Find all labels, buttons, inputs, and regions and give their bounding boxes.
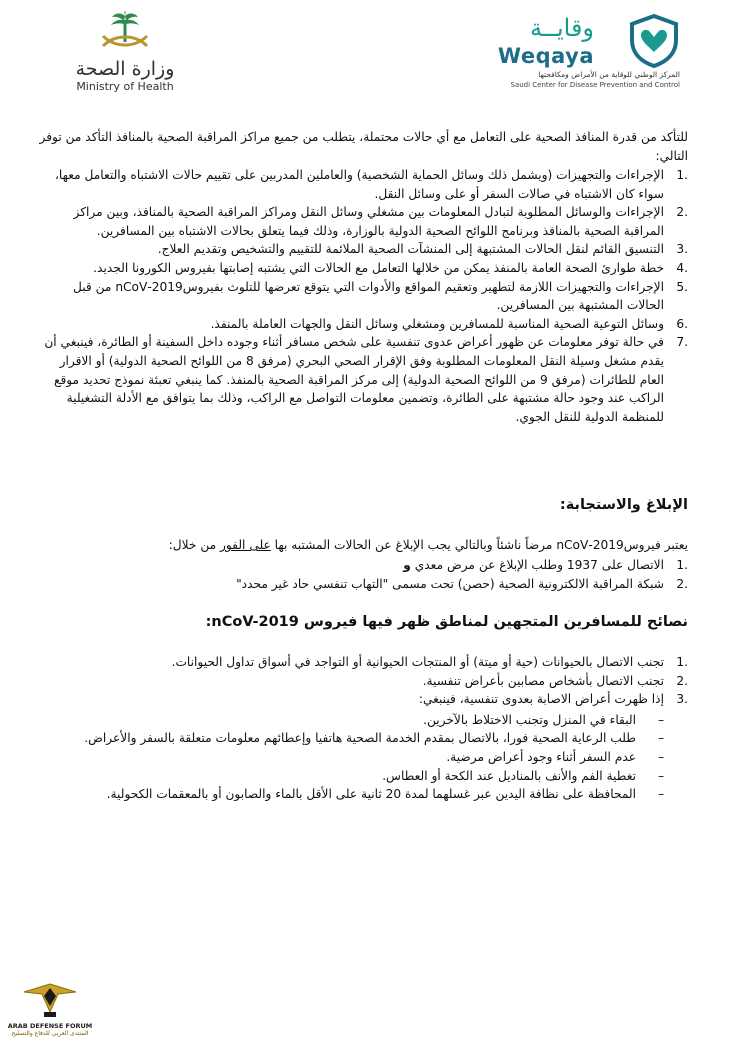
list-item-number: 4. — [676, 260, 688, 275]
list-item-text: التنسيق القائم لنقل الحالات المشتبهة إلى المنشآت الصحية الملائمة للتقييم والتشخيص وتقديم العلاج. — [157, 242, 664, 257]
list-item-number: 6. — [676, 316, 688, 331]
requirement-item — [38, 203, 688, 240]
weqaya-name-ar: وقايــة — [530, 14, 594, 42]
moh-name-en: Ministry of Health — [76, 80, 174, 93]
list-item-number: 7. — [676, 335, 688, 350]
requirement-item — [38, 278, 688, 315]
list-item-number: 2. — [676, 673, 688, 688]
list-item-number: 1. — [676, 168, 688, 182]
weqaya-name-en: Weqaya — [497, 44, 594, 68]
reporting-item — [38, 556, 688, 575]
requirement-item — [38, 259, 688, 278]
dash-bullet: – — [657, 749, 665, 764]
list-item-text: وسائل التوعية الصحية المناسبة للمسافرين ومشغلي وسائل النقل والجهات العاملة بالمنفذ. — [210, 316, 664, 331]
reporting-intro-before: يعتبر فيروس2019-nCoV مرضاً ناشئاً وبالتالي يجب الإبلاغ عن الحالات المشتبه بها — [270, 538, 688, 552]
forum-name-en: ARAB DEFENSE FORUM — [7, 1022, 93, 1030]
requirement-item — [38, 333, 688, 426]
list-item-number: 5. — [676, 279, 688, 294]
advice-sub-item — [38, 767, 688, 786]
list-item-number: 3. — [676, 692, 688, 707]
eagle-emblem-icon — [20, 978, 80, 1018]
advice-heading: نصائح للمسافرين المتجهين لمناطق ظهر فيها فيروس nCoV-2019: — [205, 614, 688, 630]
requirements-list — [38, 166, 688, 426]
list-item-number: 2. — [676, 576, 688, 591]
moh-logo — [60, 10, 190, 98]
list-item-text: إذا ظهرت أعراض الاصابة بعدوى تنفسية، فينبغي: — [418, 692, 664, 707]
advice-sub-item-text: البقاء في المنزل وتجنب الاختلاط بالآخرين. — [423, 712, 636, 727]
list-item-text: شبكة المراقبة الالكترونية الصحية (حصن) تحت مسمى "التهاب تنفسي حاد غير محدد" — [236, 576, 664, 591]
moh-name-ar: وزارة الصحة — [75, 58, 175, 80]
reporting-item — [38, 575, 688, 594]
advice-sub-item — [38, 729, 688, 748]
list-item-text: الاتصال على 1937 وطلب الإبلاغ عن مرض معدي — [410, 558, 664, 572]
advice-list — [38, 653, 688, 804]
list-item-bold-tail: و — [403, 558, 411, 572]
advice-sub-item-text: المحافظة على نظافة اليدين عبر غسلهما لمدة 20 ثانية على الأقل بالماء والصابون أو بالمعقمات الكحولية. — [106, 787, 636, 802]
advice-item — [38, 653, 688, 672]
list-item-text: تجنب الاتصال بالحيوانات (حية أو ميتة) أو المنتجات الحيوانية أو التواجد في أسواق تداول الحيوانات. — [171, 655, 664, 669]
intro-paragraph: للتأكد من قدرة المنافذ الصحية على التعامل مع أي حالات محتملة، يتطلب من جميع مراكز المراقبة الصحية بالمنافذ التأكد من توفر التالي: — [39, 130, 688, 163]
reporting-intro-after: من خلال: — [168, 538, 220, 552]
reporting-list — [38, 556, 688, 593]
list-item-text: الإجراءات والتجهيزات اللازمة لتطهير وتعقيم المواقع والأدوات التي يتوقع تعرضها للتلوث بفيروس2019-nCoV من قبل الحالات المشتبهة بين المسافرين. — [73, 279, 664, 313]
forum-watermark-logo — [2, 978, 98, 1040]
list-item-number: 1. — [676, 558, 688, 572]
list-item-text: الإجراءات والتجهيزات (ويشمل ذلك وسائل الحماية الشخصية) والعاملين المدربين على تقييم حالات الاشتباه والتعامل معها، سواء كان الاشتباه في صالات السفر أو على وسائل النقل. — [55, 168, 664, 201]
list-item-text: في حالة توفر معلومات عن ظهور أعراض عدوى تنفسية على شخص مسافر أثناء وجوده داخل السفينة أو الطائرة، فينبغي أن يقدم مشغل وسيلة النقل المعلومات المطلوبة وفق الإقرار الصحي البحري (مرفق 8 من اللوائح الصحية الدولية) أو الاقرار العام للطائرات (مرفق 9 من اللوائح الصحية الدولية) إلى مركز المراقبة الصحية بالمنفذ. كما ينبغي تعبئة نموذج تحديد موقع الراكب عند وجود حالة مشتبهة على الطائرة، وتضمين معلومات التواصل مع الراكب، وذلك بما يتوافق مع الأدلة التشغيلية للمنظمة الدولية للنقل الجوي. — [44, 335, 664, 424]
requirement-item — [38, 315, 688, 334]
list-item-number: 3. — [676, 242, 688, 257]
advice-sub-item — [38, 711, 688, 730]
dash-bullet: – — [657, 731, 665, 746]
advice-sub-item — [38, 785, 688, 804]
shield-heart-icon — [628, 14, 680, 68]
dash-bullet: – — [657, 768, 665, 783]
reporting-intro-underlined: على الفور — [220, 538, 271, 552]
forum-name-ar: المنتدى العربي للدفاع والتسليح — [11, 1030, 89, 1037]
advice-item — [38, 690, 688, 709]
list-item-text: خطة طوارئ الصحة العامة بالمنفذ يمكن من خلالها التعامل مع الحالات التي يشتبه إصابتها بفيروس الكورونا الجديد. — [93, 260, 664, 275]
dash-bullet: – — [657, 787, 665, 802]
weqaya-subtitle-ar: المركز الوطني للوقاية من الأمراض ومكافحتها — [538, 70, 680, 79]
list-item-text: تجنب الاتصال بأشخاص مصابين بأعراض تنفسية. — [422, 673, 664, 688]
list-item-number: 1. — [676, 655, 688, 669]
reporting-intro — [38, 536, 688, 555]
weqaya-logo — [460, 14, 680, 90]
dash-bullet: – — [657, 712, 665, 727]
requirement-item — [38, 240, 688, 259]
palm-swords-icon — [93, 10, 157, 56]
requirement-item — [38, 166, 688, 203]
advice-sub-item — [38, 748, 688, 767]
list-item-number: 2. — [676, 205, 688, 220]
weqaya-subtitle-en: Saudi Center for Disease Prevention and Control — [510, 81, 680, 89]
reporting-heading: الإبلاغ والاستجابة: — [559, 497, 688, 513]
advice-sub-item-text: طلب الرعاية الصحية فورا، بالاتصال بمقدم الخدمة الصحية هاتفيا وإعطائهم معلومات متعلقة بالسفر والأعراض. — [84, 731, 636, 746]
advice-sub-item-text: عدم السفر أثناء وجود أعراض مرضية. — [446, 749, 636, 764]
advice-sub-item-text: تغطية الفم والأنف بالمناديل عند الكحة أو العطاس. — [382, 768, 636, 783]
advice-item — [38, 672, 688, 691]
list-item-text: الإجراءات والوسائل المطلوبة لتبادل المعلومات بين مشغلي وسائل النقل ومراكز المراقبة الصحية بالمنافذ، وبين مراكز المراقبة الصحية بالمنافذ وبرنامج اللوائح الصحية الدولية بالوزارة، وذلك فيما يتعلق بحالات الاشتباه بين المسافرين. — [73, 205, 664, 238]
